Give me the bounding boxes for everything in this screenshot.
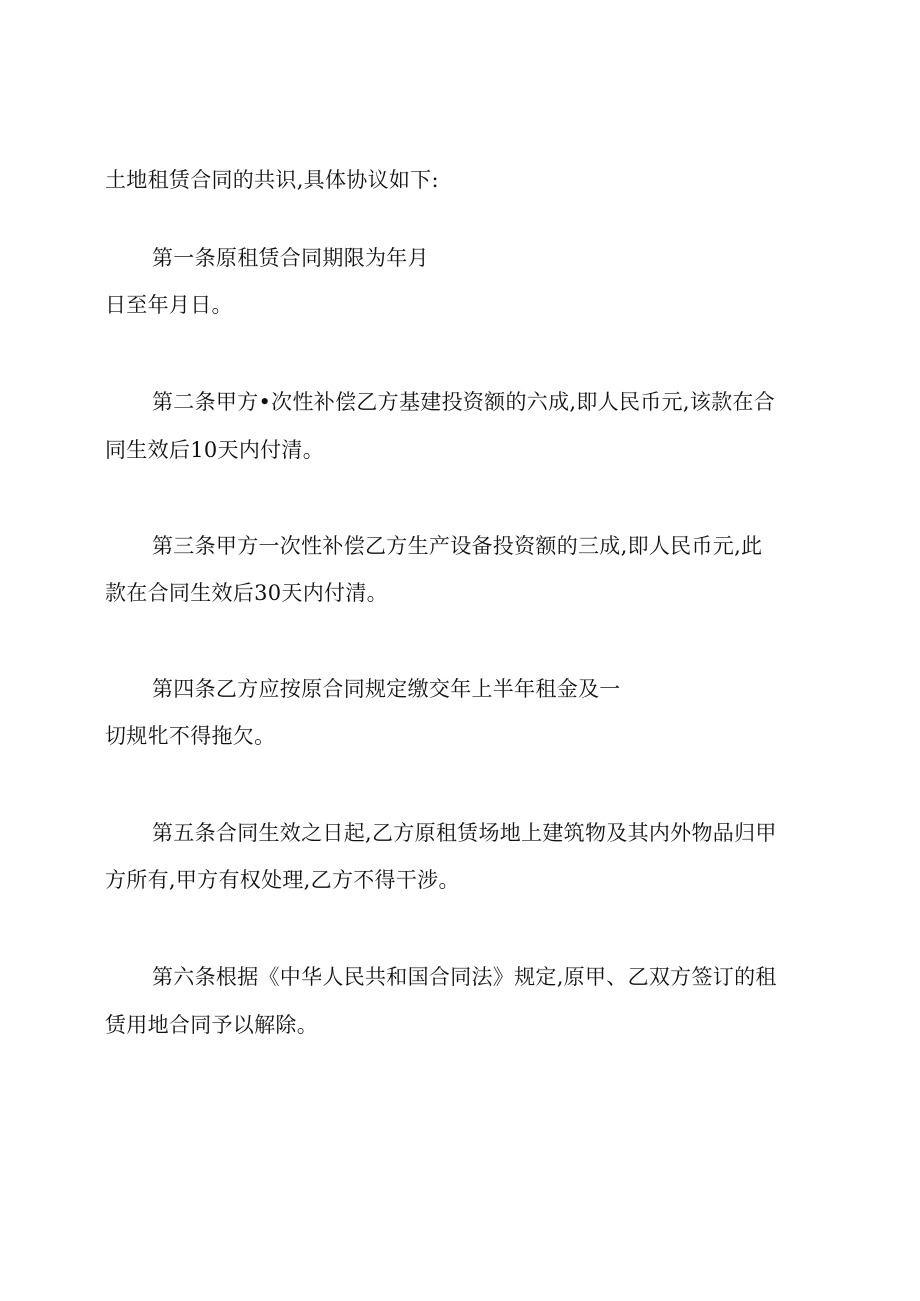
clause-4-line-1: 第四条乙方应按原合同规定缴交年上半年租金及一 — [152, 677, 621, 701]
clause-6-line-2: 赁用地合同予以解除。 — [105, 1013, 318, 1037]
clause-3-line-1: 第三条甲方一次性补偿乙方生产设备投资额的三成,即人民币元,此 — [152, 534, 763, 558]
clause-2-line-2: 同生效后10天内付清。 — [105, 438, 325, 462]
clause-4-line-2: 切规牝不得拖欠。 — [105, 724, 276, 748]
clause-1-line-1: 第一条原租赁合同期限为年月 — [152, 246, 429, 270]
clause-2-line-1: 第二条甲方•次性补偿乙方基建投资额的六成,即人民币元,该款在合 — [152, 390, 776, 414]
clause-5-line-1: 第五条合同生效之日起,乙方原租赁场地上建筑物及其内外物品归甲 — [152, 821, 777, 845]
clause-5-line-2: 方所有,甲方有权处理,乙方不得干涉。 — [105, 868, 460, 892]
clause-6-line-1: 第六条根据《中华人民共和国合同法》规定,原甲、乙双方签订的租 — [152, 965, 777, 989]
clause-1-line-2: 日至年月日。 — [105, 293, 233, 317]
clause-3-line-2: 款在合同生效后30天内付清。 — [105, 581, 388, 605]
intro-line: 土地租赁合同的共识,具体协议如下: — [105, 168, 439, 192]
